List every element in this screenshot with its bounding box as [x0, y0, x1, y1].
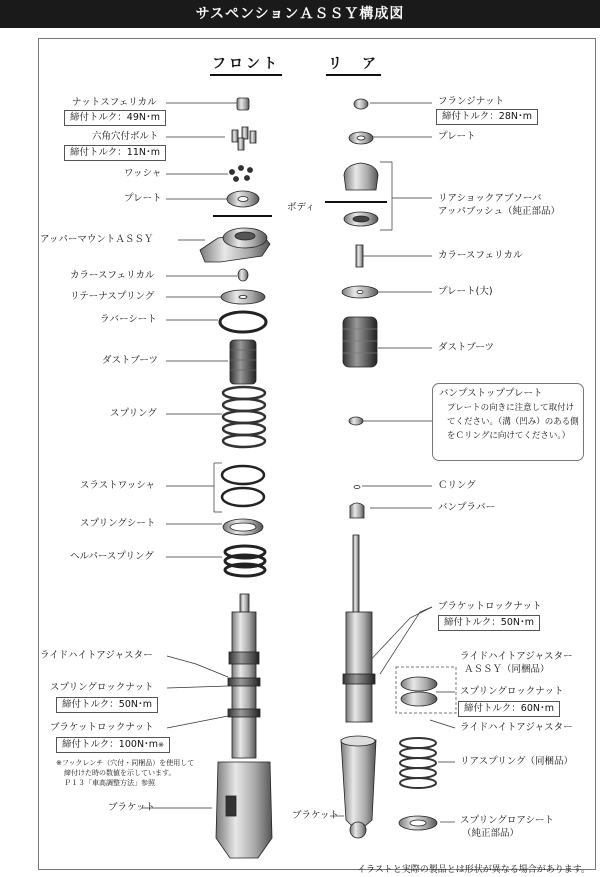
- footer-disclaimer: イラストと実際の製品とは形状が異なる場合があります。: [356, 865, 590, 875]
- front-thrust-washer-label: スラストワッシャ: [80, 480, 156, 491]
- rear-parts: [341, 99, 437, 838]
- front-upper-mount-label: アッパーマウントＡＳＳＹ: [40, 234, 154, 245]
- front-ride-height-adjuster: [229, 652, 259, 664]
- bump-stop-plate-title: バンプストッププレート: [439, 388, 543, 399]
- rear-flange-nut: [354, 99, 368, 109]
- rear-bushing-label-1: リアショックアブソーバ: [438, 193, 542, 204]
- rear-collar-spherical: [356, 245, 363, 267]
- front-ride-height-adjuster-label: ライドハイトアジャスター: [40, 650, 153, 661]
- rear-flange-torque: 締付トルク：28N･m: [436, 109, 538, 125]
- rear-spring-lock-nut-label: スプリングロックナット: [460, 686, 564, 697]
- body-label: ボディ: [287, 202, 315, 213]
- rear-upper-bushing-top: [344, 163, 378, 190]
- front-hex-bolt-torque: 締付トルク：11N･m: [64, 145, 166, 161]
- rear-plate-label: プレート: [438, 131, 476, 142]
- front-parts: [200, 98, 272, 858]
- front-spring-lock-nut-label: スプリングロックナット: [50, 682, 154, 693]
- front-rubber-sheet: [220, 312, 266, 332]
- front-spring-sheet-label: スプリングシート: [80, 518, 156, 529]
- front-column-header: フロント: [210, 53, 282, 76]
- front-spring-label: スプリング: [110, 408, 157, 419]
- rear-bump-stop-plate: [349, 417, 363, 425]
- front-bracket-lock-nut: [228, 709, 260, 717]
- front-spring: [223, 387, 265, 447]
- rear-spring-lock-nut: [401, 677, 437, 691]
- front-dust-boot-label: ダストブーツ: [102, 355, 159, 366]
- rear-plate-large-label: プレート(大): [438, 286, 493, 297]
- front-retainer-spring-label: リテーナスプリング: [70, 291, 155, 302]
- rear-damper-body: [346, 612, 372, 722]
- front-bracket-label: ブラケット: [108, 802, 156, 813]
- rear-ride-height-adjuster-label: ライドハイトアジャスター: [460, 722, 573, 733]
- front-bracket-lock-nut-label: ブラケットロックナット: [50, 722, 154, 733]
- rear-ride-height-adjuster: [401, 692, 437, 706]
- front-helper-spring: [225, 546, 265, 576]
- front-spring-lock-nut: [228, 678, 260, 686]
- rear-c-ring: [354, 486, 360, 489]
- front-note-line-1: ※フックレンチ（穴付・同梱品）を使用して: [56, 759, 195, 767]
- rear-shaft: [353, 535, 359, 615]
- rear-spring-lower-sheet-label-2: （純正部品）: [462, 828, 520, 839]
- front-bracket-lock-torque: [56, 737, 170, 753]
- rear-dust-boot-label: ダストブーツ: [438, 342, 495, 353]
- rear-dust-boot: [343, 317, 377, 367]
- rear-bracket-lock-torque: 締付トルク：50N･m: [438, 615, 540, 631]
- front-nut-spherical-label: ナットスフェリカル: [72, 97, 157, 108]
- front-thrust-washer-2: [222, 488, 264, 506]
- front-dust-boot: [230, 340, 256, 384]
- front-washers: [230, 166, 253, 182]
- front-collar-spherical: [238, 269, 248, 281]
- rear-collar-spherical-label: カラースフェリカル: [438, 250, 523, 261]
- rear-bump-rubber: [350, 503, 364, 518]
- front-hex-bolts: [232, 127, 256, 150]
- rear-spring-lower-sheet-label-1: スプリングロアシート: [460, 815, 555, 826]
- front-note-line-3: Ｐ１３「車高調整方法」参照: [64, 779, 155, 787]
- front-plate-label: プレート: [124, 193, 162, 204]
- rear-c-ring-label: Ｃリング: [438, 480, 476, 491]
- front-bracket-lock-torque-mark: ※: [158, 741, 164, 749]
- bump-stop-plate-callout: [432, 383, 584, 461]
- front-nut-torque: 締付トルク：49N･m: [64, 110, 166, 126]
- rear-spring: [400, 738, 436, 788]
- rear-ride-height-assy-label-2: ＡＳＳＹ（同梱品）: [464, 664, 550, 675]
- front-bracket-lock-torque-value: 締付トルク：100N･m: [62, 739, 159, 750]
- rear-bushing-label-2: アッパブッシュ（純正部品）: [438, 206, 560, 217]
- rear-flange-nut-label: フランジナット: [438, 96, 505, 107]
- rear-ride-height-assy-label-1: ライドハイトアジャスター: [460, 651, 573, 662]
- rear-column-header: リ ア: [326, 53, 381, 76]
- front-spring-lock-torque: 締付トルク：50N･m: [56, 697, 158, 713]
- rear-spring-lock-torque: 締付トルク：60N･m: [458, 701, 560, 717]
- front-rubber-sheet-label: ラバーシート: [100, 314, 157, 325]
- rear-bracket-label: ブラケット: [292, 810, 340, 821]
- front-shaft: [240, 594, 249, 612]
- page-title: サスペンションＡＳＳＹ構成図: [0, 0, 600, 28]
- front-note-line-2: 締付けた時の数値を示しています。: [64, 769, 176, 777]
- rear-bracket: [341, 740, 376, 832]
- front-nut-spherical: [237, 98, 249, 110]
- bump-stop-plate-body: プレートの向きに注意して取付けてください。（溝（凹み）のある側をＣリングに向けてください。）: [447, 403, 579, 441]
- front-thrust-washer-1: [222, 466, 264, 484]
- front-helper-spring-label: ヘルパースプリング: [70, 551, 154, 562]
- rear-bracket-lock-nut: [343, 674, 375, 684]
- front-bracket: [216, 762, 272, 858]
- rear-spring-label: リアスプリング（同梱品）: [460, 756, 574, 767]
- rear-bump-rubber-label: バンプラバー: [438, 502, 496, 513]
- rear-bracket-lock-nut-label: ブラケットロックナット: [438, 601, 542, 612]
- front-collar-spherical-label: カラースフェリカル: [70, 270, 155, 281]
- front-hex-bolt-label: 六角穴付ボルト: [92, 131, 159, 142]
- front-washer-label: ワッシャ: [124, 168, 162, 179]
